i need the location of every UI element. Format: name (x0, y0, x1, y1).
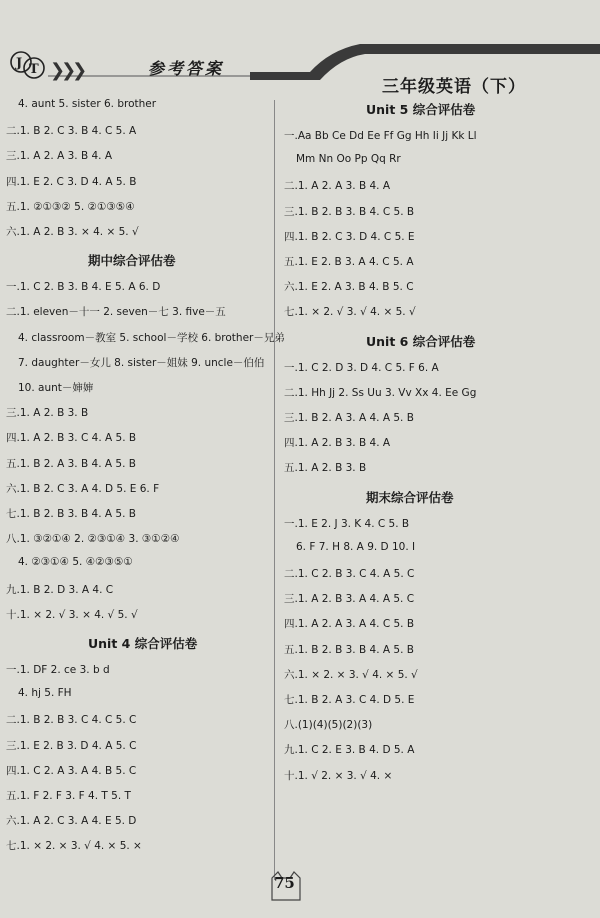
answer-line: 三.1. E 2. B 3. D 4. A 5. C (6, 739, 137, 752)
answer-line: 二.1. B 2. B 3. C 4. C 5. C (6, 714, 137, 727)
answer-line: 四.1. A 2. B 3. B 4. A (284, 437, 391, 450)
section-title: Unit 4 综合评估卷 (88, 636, 198, 651)
section-title: Unit 5 综合评估卷 (366, 102, 476, 117)
answer-line: 三.1. A 2. A 3. B 4. A (6, 150, 113, 163)
answer-line: 七.1. B 2. B 3. B 4. A 5. B (6, 508, 136, 520)
answer-line: 五.1. F 2. F 3. F 4. T 5. T (6, 790, 131, 802)
answer-line: 一.1. DF 2. ce 3. b d (6, 664, 110, 676)
answer-line: 6. F 7. H 8. A 9. D 10. I (296, 540, 416, 553)
answer-line: Mm Nn Oo Pp Qq Rr (296, 153, 401, 166)
answer-line: 四.1. A 2. B 3. C 4. A 5. B (6, 432, 137, 445)
answer-line: 六.1. E 2. A 3. B 4. B 5. C (284, 281, 414, 294)
answer-line: 二.1. B 2. C 3. B 4. C 5. A (6, 125, 137, 138)
section-title: 期中综合评估卷 (88, 253, 176, 269)
answer-line: 二.1. C 2. B 3. C 4. A 5. C (284, 568, 415, 580)
answer-line: 一.Aa Bb Ce Dd Ee Ff Gg Hh Ii Jj Kk Ll (284, 130, 477, 142)
page-number: 75 (274, 874, 295, 892)
answer-line: 六.1. A 2. B 3. × 4. × 5. √ (6, 226, 139, 238)
answer-line: 4. classroom－教室 5. school－学校 6. brother－兄弟 (18, 331, 285, 344)
answer-line: 7. daughter－女儿 8. sister－姐妹 9. uncle－伯伯 (18, 356, 265, 369)
answer-line: 4. hj 5. FH (18, 687, 72, 700)
answer-line: 4. ②③①④ 5. ④②③⑤① (18, 556, 133, 569)
answer-line: 七.1. × 2. × 3. √ 4. × 5. × (6, 840, 142, 853)
subject-title: 三年级英语（下） (382, 77, 526, 97)
answer-line: 八.(1)(4)(5)(2)(3) (284, 719, 373, 732)
answer-line: 五.1. B 2. A 3. B 4. A 5. B (6, 457, 136, 470)
page-number-badge (268, 870, 304, 906)
answer-line: 五.1. B 2. B 3. B 4. A 5. B (284, 643, 414, 656)
column-divider (274, 100, 275, 880)
answer-line: 七.1. B 2. A 3. C 4. D 5. E (284, 694, 415, 706)
answer-line: 一.1. E 2. J 3. K 4. C 5. B (284, 517, 410, 530)
answer-line: 六.1. × 2. × 3. √ 4. × 5. √ (284, 668, 418, 681)
answer-line: 三.1. B 2. A 3. A 4. A 5. B (284, 412, 414, 424)
answer-line: 四.1. B 2. C 3. D 4. C 5. E (284, 230, 415, 243)
answer-line: 五.1. ②①③② 5. ②①③⑤④ (6, 200, 135, 213)
answer-line: 三.1. B 2. B 3. B 4. C 5. B (284, 205, 415, 218)
svg-text:T: T (29, 62, 39, 77)
answer-line: 五.1. A 2. B 3. B (284, 462, 367, 475)
answer-line: 六.1. B 2. C 3. A 4. D 5. E 6. F (6, 482, 160, 495)
answer-line: 九.1. C 2. E 3. B 4. D 5. A (284, 744, 415, 757)
answer-line: 一.1. C 2. D 3. D 4. C 5. F 6. A (284, 361, 439, 374)
answer-line: 一.1. C 2. B 3. B 4. E 5. A 6. D (6, 281, 161, 294)
header-title: 参考答案 (148, 59, 225, 78)
answer-line: 五.1. E 2. B 3. A 4. C 5. A (284, 256, 414, 268)
answer-line: 三.1. A 2. B 3. A 4. A 5. C (284, 593, 415, 606)
answer-line: 四.1. E 2. C 3. D 4. A 5. B (6, 175, 137, 188)
answer-line: 七.1. × 2. √ 3. √ 4. × 5. √ (284, 306, 416, 319)
answer-line: 九.1. B 2. D 3. A 4. C (6, 583, 114, 596)
answer-line: 四.1. A 2. A 3. A 4. C 5. B (284, 618, 415, 631)
answer-line: 六.1. A 2. C 3. A 4. E 5. D (6, 815, 137, 828)
section-title: Unit 6 综合评估卷 (366, 333, 476, 349)
section-title: 期末综合评估卷 (366, 489, 454, 505)
svg-text:J: J (16, 56, 23, 71)
answer-line: 十.1. √ 2. × 3. √ 4. × (284, 769, 393, 782)
answer-line: 二.1. Hh Jj 2. Ss Uu 3. Vv Xx 4. Ee Gg (284, 386, 477, 399)
answer-line: 二.1. eleven－十一 2. seven－七 3. five－五 (6, 306, 226, 319)
answer-line: 八.1. ③②①④ 2. ②③①④ 3. ③①②④ (6, 533, 180, 546)
answer-line: 三.1. A 2. B 3. B (6, 407, 89, 420)
jt-logo-icon (8, 48, 48, 82)
chevrons-icon: ❯❯❯ (50, 60, 84, 81)
answer-line: 十.1. × 2. √ 3. × 4. √ 5. √ (6, 608, 138, 621)
answer-line: 四.1. C 2. A 3. A 4. B 5. C (6, 764, 137, 777)
answer-line: 10. aunt－婶婶 (18, 382, 94, 394)
answer-line: 4. aunt 5. sister 6. brother (18, 98, 157, 110)
answer-line: 二.1. A 2. A 3. B 4. A (284, 180, 391, 193)
